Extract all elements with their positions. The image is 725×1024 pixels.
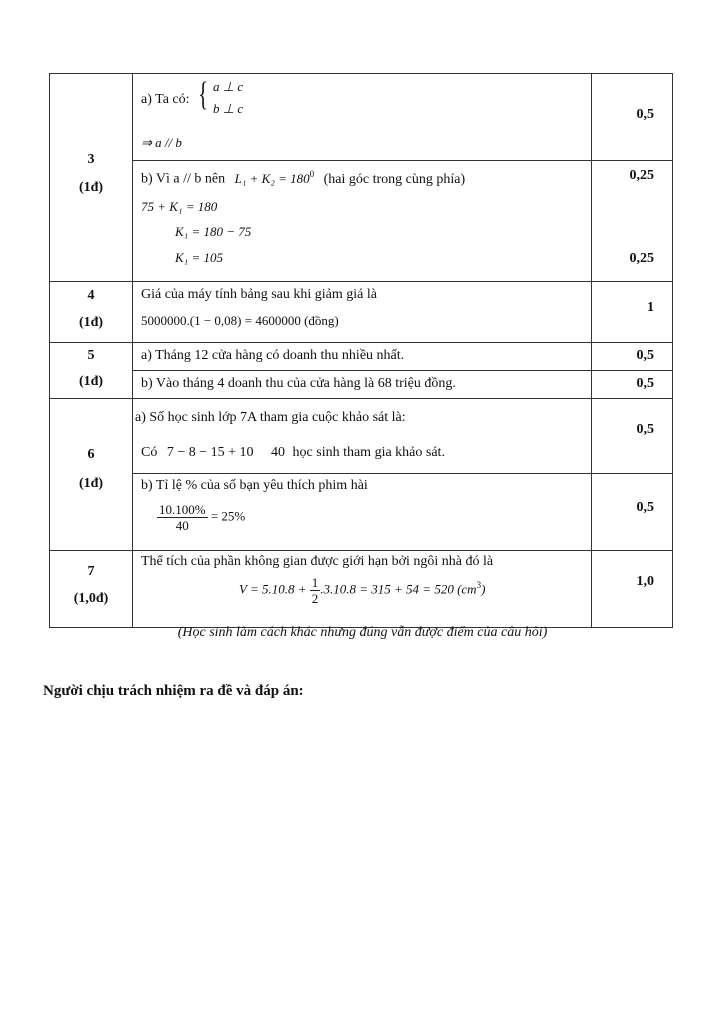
question-number: 6 <box>87 447 95 462</box>
question-number: 4 <box>87 288 95 303</box>
q5b-score: 0,5 <box>636 376 654 391</box>
q3b-line4: K₁ = 105 <box>175 250 223 265</box>
q3b-score-cell <box>592 161 673 282</box>
q7-formula <box>239 575 485 606</box>
q3a-system-line2: b ⊥ c <box>213 101 244 116</box>
q6b-fraction-line <box>157 502 245 533</box>
q3b-reason: (hai góc trong cùng phía) <box>323 171 466 187</box>
q3a-prefix: a) Ta có: <box>141 92 190 107</box>
q7-solution <box>133 551 592 628</box>
q6a-prefix: Có <box>141 445 158 460</box>
author-footer: Người chịu trách nhiệm ra đề và đáp án: <box>43 683 304 699</box>
q6a-total: 40 <box>271 445 286 460</box>
q6a-solution <box>133 399 592 474</box>
q3b-solution <box>133 161 592 282</box>
q7-score: 1,0 <box>636 574 654 589</box>
question-number: 5 <box>87 348 95 363</box>
q3a-score: 0,5 <box>636 107 654 122</box>
q7-fraction-denominator: 2 <box>311 591 319 606</box>
q6b-fraction-numerator: 10.100% <box>159 502 206 517</box>
answer-table <box>49 73 673 628</box>
q3b-line3: K₁ = 180 − 75 <box>175 224 252 239</box>
q4-score-cell <box>592 282 673 343</box>
question-number: 7 <box>87 564 95 579</box>
question-3-cell <box>50 74 133 282</box>
q7-fraction <box>310 575 321 606</box>
q3a-conclusion: ⇒ a // b <box>141 135 182 150</box>
q5a-score-cell <box>592 343 673 371</box>
q3a-solution <box>133 74 592 161</box>
q7-formula-right: .3.10.8 = 315 + 54 = 520 (cm <box>320 581 477 597</box>
question-number: 3 <box>87 152 95 167</box>
q6b-result: = 25% <box>210 508 246 524</box>
q3b-line1 <box>141 169 465 188</box>
q6b-score: 0,5 <box>636 500 654 515</box>
question-4-cell <box>50 282 133 343</box>
q6a-suffix: học sinh tham gia khảo sát. <box>292 445 445 460</box>
q3b-score-1: 0,25 <box>629 168 654 183</box>
question-points: (1đ) <box>78 374 104 389</box>
q3a-score-cell <box>592 74 673 161</box>
q5b-score-cell <box>592 371 673 399</box>
q6b-fraction-denominator: 40 <box>175 518 189 533</box>
q4-solution <box>133 282 592 343</box>
q5b-text: b) Vào tháng 4 doanh thu của cửa hàng là 68 triệu đồng. <box>141 376 456 391</box>
q5b-solution <box>133 371 592 399</box>
q7-formula-exponent: 3 <box>476 580 482 591</box>
question-points: (1đ) <box>78 476 104 491</box>
q6b-score-cell <box>592 474 673 551</box>
grading-note: (Học sinh làm cách khác nhưng đúng vẫn được điểm của câu hỏi) <box>177 625 548 640</box>
question-7-cell <box>50 551 133 628</box>
question-points: (1đ) <box>78 180 104 195</box>
question-points: (1,0đ) <box>73 591 109 606</box>
q4-score: 1 <box>647 300 654 315</box>
q7-formula-left: V = 5.10.8 + <box>239 581 307 597</box>
q6b-line1: b) Tỉ lệ % của số bạn yêu thích phim hài <box>141 478 368 493</box>
question-points: (1đ) <box>78 315 104 330</box>
q5a-text: a) Tháng 12 cửa hàng có doanh thu nhiều nhất. <box>141 348 405 363</box>
q3a-system-line1: a ⊥ c <box>213 79 244 94</box>
q6a-line1: a) Số học sinh lớp 7A tham gia cuộc khảo sát là: <box>135 410 406 425</box>
question-5-cell <box>50 343 133 399</box>
q4-line1: Giá của máy tính bảng sau khi giảm giá là <box>141 287 377 302</box>
q3b-score-2: 0,25 <box>629 251 654 266</box>
q7-fraction-numerator: 1 <box>311 575 319 590</box>
q6a-line2 <box>141 445 445 461</box>
q7-line1: Thể tích của phần không gian được giới hạn bởi ngôi nhà đó là <box>141 554 494 569</box>
q6a-sum: 7 − 8 − 15 + 10 <box>166 445 254 460</box>
q5a-score: 0,5 <box>636 348 654 363</box>
q6b-fraction <box>157 502 208 533</box>
q4-line2: 5000000.(1 − 0,08) = 4600000 (đồng) <box>141 313 339 328</box>
q6a-score: 0,5 <box>636 422 654 437</box>
q7-score-cell <box>592 551 673 628</box>
q5a-solution <box>133 343 592 371</box>
q3b-prefix: b) Vì a // b nên <box>141 171 226 187</box>
q6a-score-cell <box>592 399 673 474</box>
q6b-solution <box>133 474 592 551</box>
q3b-line2: 75 + K₁ = 180 <box>141 199 218 214</box>
degree-mark: 0 <box>309 169 315 179</box>
q3b-angle-sum: L₁ + K₂ = 180 <box>234 170 310 186</box>
system-brace: { <box>198 76 209 113</box>
question-6-cell <box>50 399 133 551</box>
q7-formula-close: ) <box>481 581 486 597</box>
